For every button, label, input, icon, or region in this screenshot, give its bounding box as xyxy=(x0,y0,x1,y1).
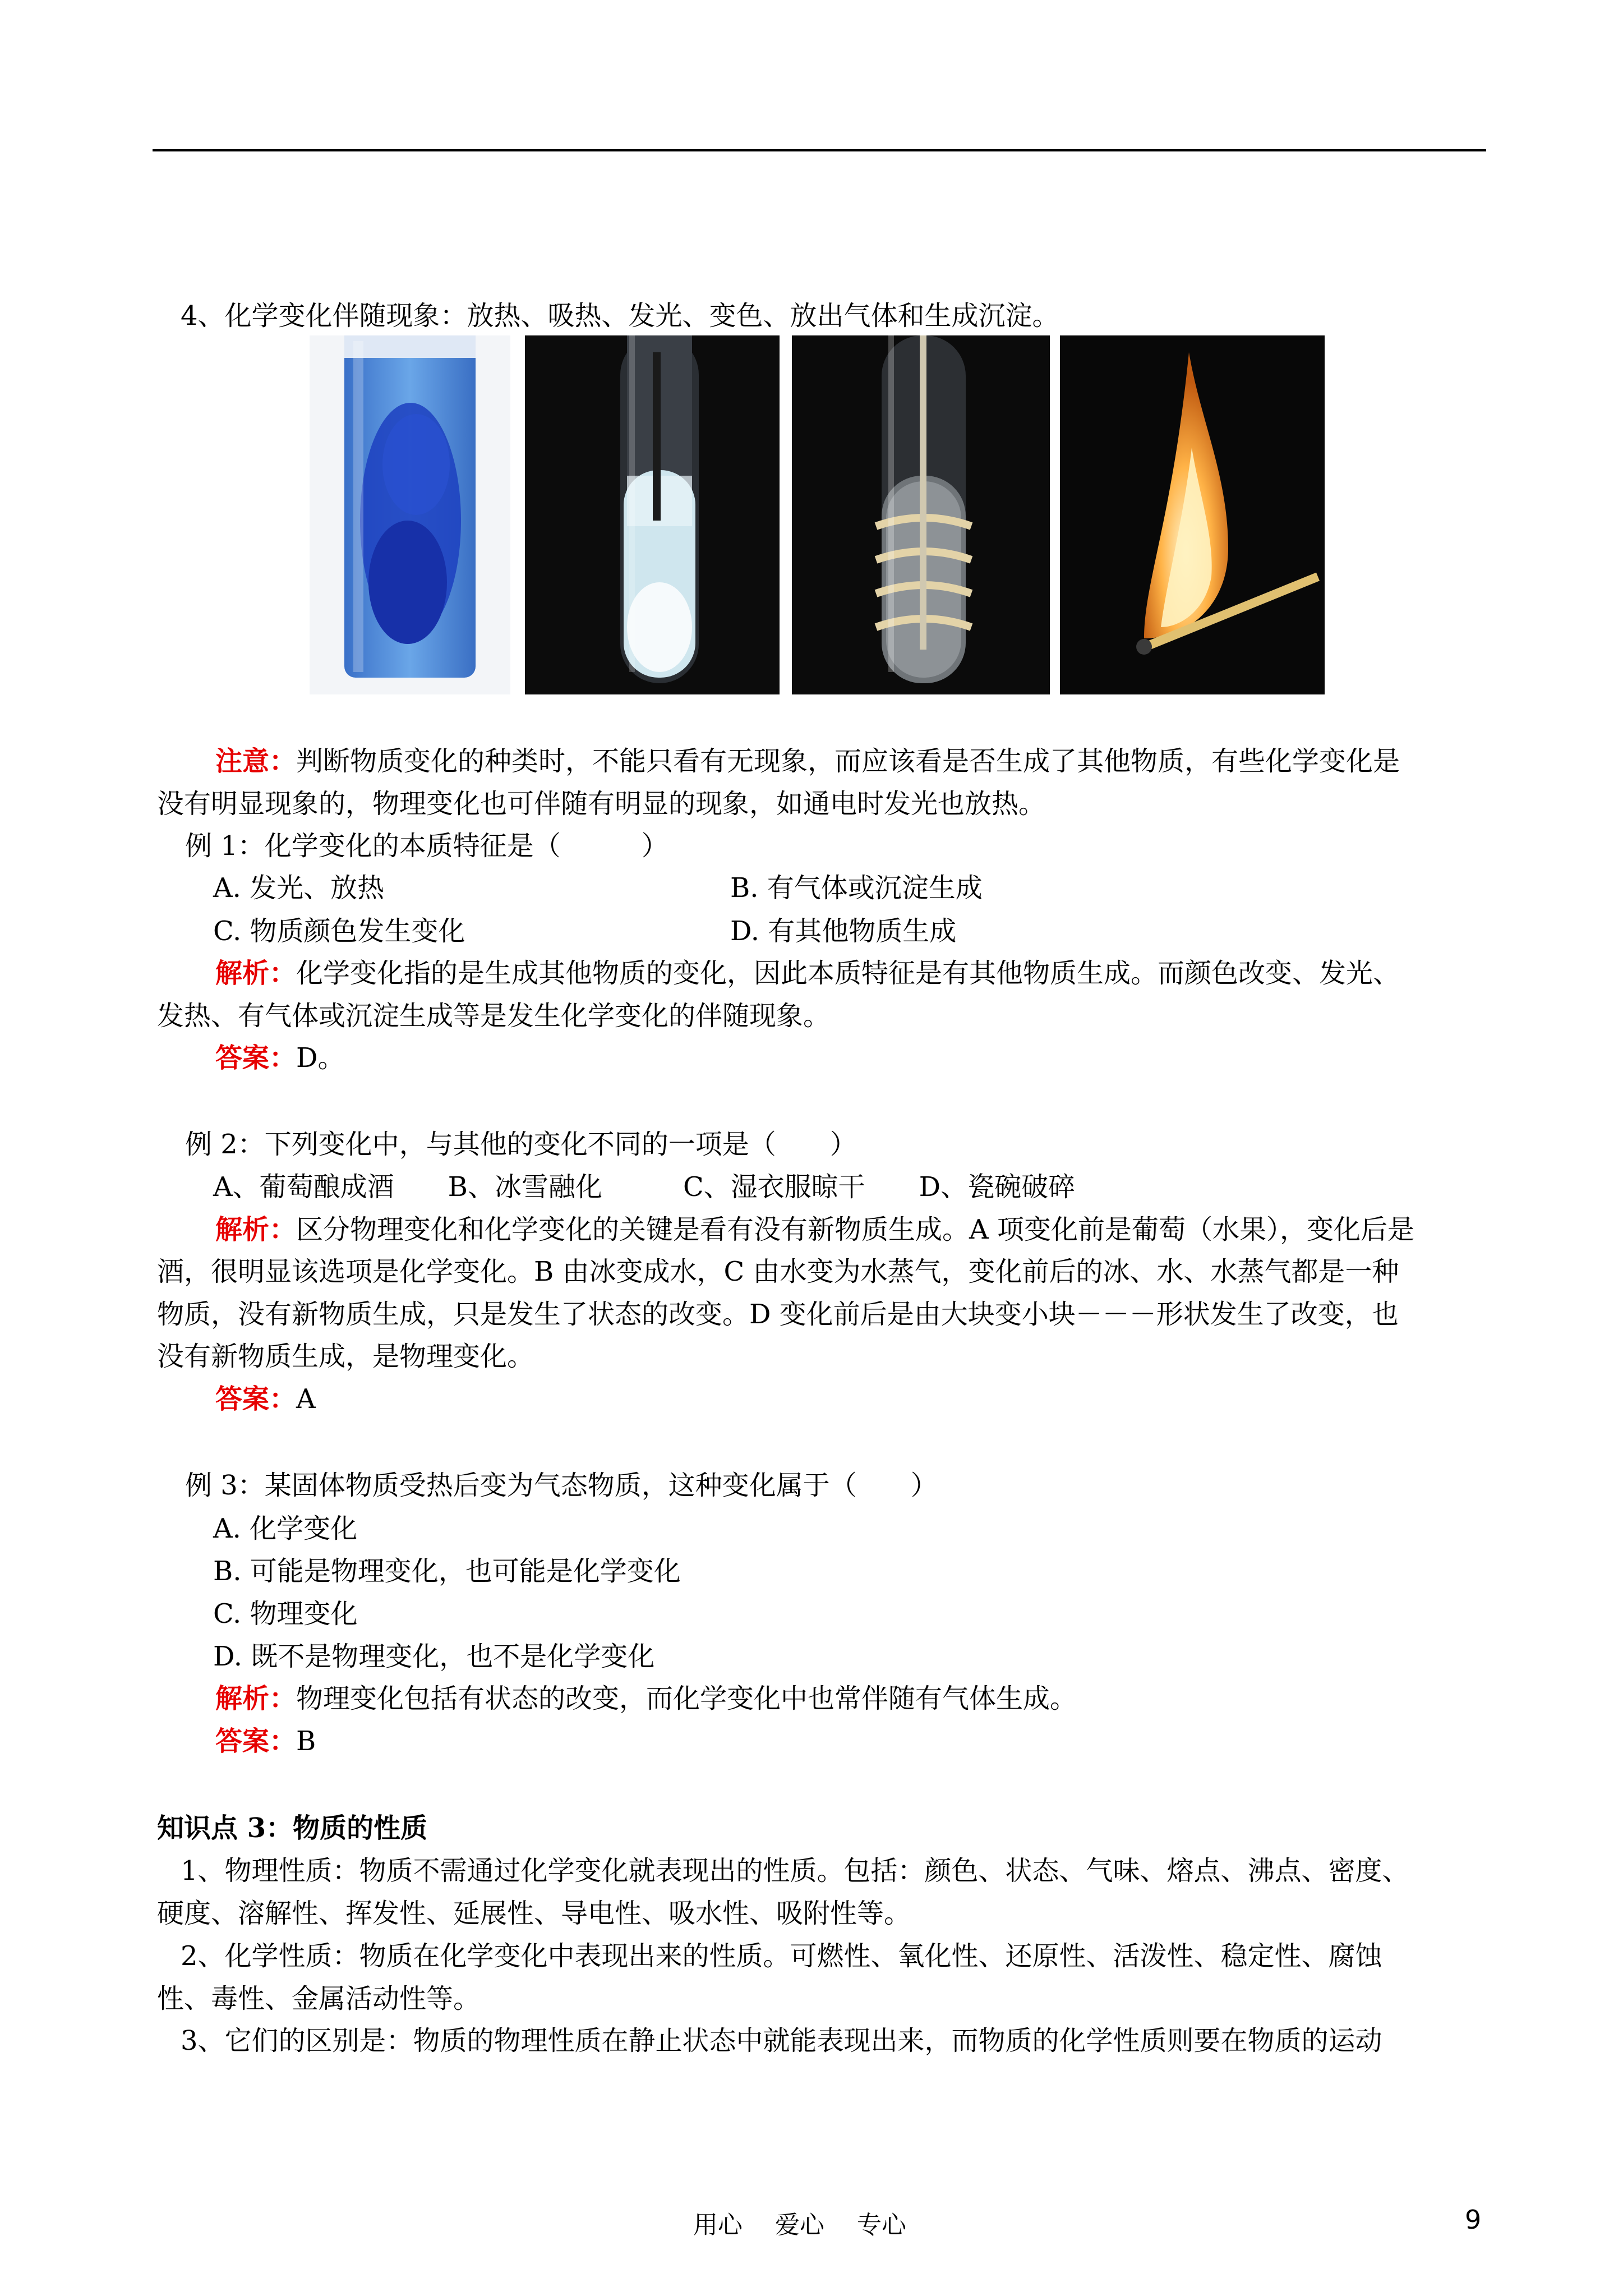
example-2-options: A、葡萄酿成酒 B、冰雪融化 C、湿衣服晾干 D、瓷碗破碎 xyxy=(213,1171,1076,1203)
example-3-answer-value: B xyxy=(296,1726,316,1757)
example-1-answer xyxy=(215,1041,345,1075)
example-1-analysis-text-1: 化学变化指的是生成其他物质的变化，因此本质特征是有其他物质生成。而颜色改变、发光、 xyxy=(296,958,1400,989)
kp3-physical-line-2: 硬度、溶解性、挥发性、延展性、导电性、吸水性、吸附性等。 xyxy=(157,1898,911,1929)
example-3-answer-label: 答案： xyxy=(215,1726,297,1757)
example-3-analysis-label: 解析： xyxy=(215,1683,297,1714)
example-1-analysis-line-1 xyxy=(215,956,1400,990)
white-precipitate-test-tube-icon xyxy=(525,335,780,694)
example-1-option-a: A. 发光、放热 xyxy=(213,872,385,904)
example-1-answer-value: D。 xyxy=(296,1042,345,1074)
page-number: 9 xyxy=(1465,2205,1482,2235)
note-line-1 xyxy=(215,744,1400,778)
example-1-question: 例 1：化学变化的本质特征是（ ） xyxy=(185,830,668,862)
example-2-answer-label: 答案： xyxy=(215,1383,297,1415)
example-3-option-d: D. 既不是物理变化，也不是化学变化 xyxy=(213,1641,655,1672)
example-3-analysis-text: 物理变化包括有状态的改变，而化学变化中也常伴随有气体生成。 xyxy=(296,1683,1077,1714)
example-1-analysis-line-2: 发热、有气体或沉淀生成等是发生化学变化的伴随现象。 xyxy=(157,1000,831,1032)
example-3-option-b: B. 可能是物理变化，也可能是化学变化 xyxy=(213,1556,681,1587)
example-3-answer xyxy=(215,1724,316,1758)
section-4-line: 4、化学变化伴随现象：放热、吸热、发光、变色、放出气体和生成沉淀。 xyxy=(181,300,1059,332)
example-2-answer-value: A xyxy=(296,1383,316,1415)
example-3-option-a: A. 化学变化 xyxy=(213,1513,358,1544)
kp3-chemical-line-1: 2、化学性质：物质在化学变化中表现出来的性质。可燃性、氧化性、还原性、活泼性、稳定性、腐蚀 xyxy=(181,1940,1382,1972)
example-1-analysis-label: 解析： xyxy=(215,958,297,989)
header-rule xyxy=(153,149,1486,151)
example-1-option-d: D. 有其他物质生成 xyxy=(730,915,957,947)
burning-match-flame-icon xyxy=(1060,335,1325,694)
example-2-analysis-line-2: 酒，很明显该选项是化学变化。B 由冰变成水，C 由水变为水蒸气，变化前后的冰、水、水蒸气都是一种 xyxy=(157,1256,1399,1287)
kp3-difference-line-1: 3、它们的区别是：物质的物理性质在静止状态中就能表现出来，而物质的化学性质则要在物质的运动 xyxy=(181,2025,1382,2056)
coiled-wire-test-tube-icon xyxy=(792,335,1050,694)
example-2-analysis-line-4: 没有新物质生成，是物理变化。 xyxy=(157,1341,534,1372)
blue-precipitate-test-tube-icon xyxy=(310,335,510,694)
footer-slogan: 用心 爱心 专心 xyxy=(693,2211,906,2239)
note-text-1: 判断物质变化的种类时，不能只看有无现象，而应该看是否生成了其他物质，有些化学变化是 xyxy=(296,746,1400,777)
example-2-analysis-line-3: 物质，没有新物质生成，只是发生了状态的改变。D 变化前后是由大块变小块－－－形状发生了改变，也 xyxy=(157,1299,1399,1330)
example-2-question: 例 2：下列变化中，与其他的变化不同的一项是（ ） xyxy=(185,1129,857,1160)
example-3-option-c: C. 物理变化 xyxy=(213,1598,358,1630)
example-2-analysis-label: 解析： xyxy=(215,1214,297,1245)
note-label: 注意： xyxy=(215,746,297,777)
example-2-answer xyxy=(215,1382,316,1416)
example-2-analysis-text-1: 区分物理变化和化学变化的关键是看有没有新物质生成。A 项变化前是葡萄（水果），变化后是 xyxy=(296,1214,1414,1245)
knowledge-point-3-heading: 知识点 3：物质的性质 xyxy=(157,1812,428,1844)
kp3-physical-line-1: 1、物理性质：物质不需通过化学变化就表现出的性质。包括：颜色、状态、气味、熔点、沸点、密度、 xyxy=(181,1855,1409,1887)
note-line-2: 没有明显现象的，物理变化也可伴随有明显的现象，如通电时发光也放热。 xyxy=(157,788,1046,820)
kp3-chemical-line-2: 性、毒性、金属活动性等。 xyxy=(157,1983,481,2014)
example-2-analysis-line-1 xyxy=(215,1213,1414,1246)
example-1-option-c: C. 物质颜色发生变化 xyxy=(213,915,465,947)
example-3-question: 例 3：某固体物质受热后变为气态物质，这种变化属于（ ） xyxy=(185,1470,938,1501)
example-1-option-b: B. 有气体或沉淀生成 xyxy=(730,872,983,904)
example-3-analysis xyxy=(215,1682,1077,1715)
example-1-answer-label: 答案： xyxy=(215,1042,297,1074)
